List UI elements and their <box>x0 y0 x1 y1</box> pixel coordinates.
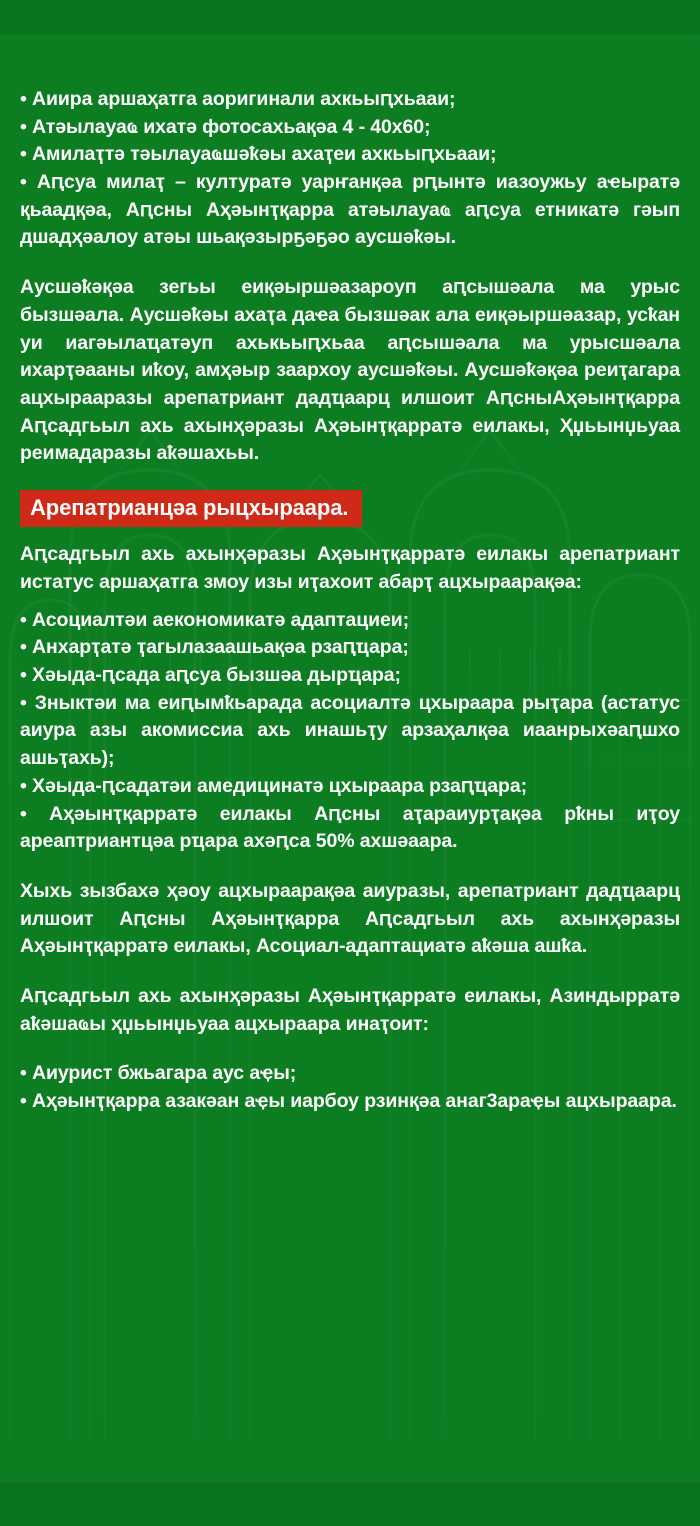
spacer <box>20 597 680 607</box>
spacer <box>20 252 680 274</box>
bullet-item: • Аҳәынҭқарра азакәан аҿы иарбоу рзинқәа анаг3араҿы ацхыраара. <box>20 1090 677 1113</box>
bullet-item: • Аҳәынҭқарратә еилакы Аԥсны аҭараиурҭақәа рҟны иҭоу ареаптриантцәа рҵара ахәԥса 50% ахшәаара. <box>20 802 680 853</box>
bullet-item: • Хәыда-ԥсада аԥсуа бызшәа дырҵара; <box>20 664 401 687</box>
bullet-item: • Асоциалтәи аекономикатә адаптациеи; <box>20 608 410 631</box>
bullet-item: • Зныктәи ма еиԥымҟьарада асоциалтә цхыраара рыҭара (астатус аиура азы акомиссиа ахь инашьҭу арзаҳалқәа иаанрыхәаԥшхо ашьҭахь); <box>20 691 680 770</box>
requirements-bullet-list <box>20 86 680 252</box>
bullet-item: • Аԥсуа милаҭ – културатә уарҥанқәа рԥынтә иазоужьу аҽырaтә қьаадқәа, Аԥсны Аҳәынҭқарра атәылауаҩ аԥсуа етникатә гәып дшадҳәалоу атәы шьақәзырҕәҕәо аусшәҟәы. <box>20 171 680 249</box>
paragraph-support-intro: Аԥсадгьыл ахь ахынҳәразы Аҳәынҭқарратә еилакы арепатриант истатус аршаҳатга змоу изы иҭахоит абарҭ ацхыраарақәа: <box>20 543 680 594</box>
bullet-item: • Аиира аршаҳатга аоригинали ахкьыԥхьааи; <box>20 88 456 110</box>
spacer <box>20 468 680 490</box>
bullet-item: • Амилаҭтә тәылауаҩшәҟәы ахаҭеи ахкьыԥхьааи; <box>20 143 497 166</box>
paragraph-where-to-apply: Хыхь зызбахә ҳәоу ацхыраарақәа аиуразы, арепатриант дадҵаарц илшоит Аԥсны Аҳәынҭқарра Аԥсадгьыл ахь ахынҳәразы Аҳәынҭқарратә еилакы, Асоциал-адаптациатә аҟәша ашҟа. <box>20 879 680 958</box>
section-heading-repatriate-support: Арепатрианцәа рыцхыраара. <box>20 490 362 527</box>
support-bullet-list <box>20 607 680 856</box>
spacer <box>20 961 680 983</box>
legal-bullet-list <box>20 1060 680 1115</box>
bullet-item: • Анхарҭатә ҭагылазаашьақәа рзаԥҵара; <box>20 636 409 659</box>
spacer <box>20 856 680 878</box>
spacer <box>20 1038 680 1060</box>
paragraph-legal-department: Аԥсадгьыл ахь ахынҳәразы Аҳәынҭқарратә еилакы, Азиндырратә аҟәшаҩы ҳџьынџьуаа ацхыраара инаҭоит: <box>20 984 680 1035</box>
bullet-item: • Хәыда-ԥсадатәи амедицинатә цхыраара рзаԥҵара; <box>20 774 527 797</box>
top-band <box>0 0 700 34</box>
document-body <box>20 86 680 1116</box>
bottom-band <box>0 1482 700 1526</box>
paragraph-documents-language: Аусшәҟәқәа зегьы еиқәыршәазароуп аԥсышәала ма урыс бызшәала. Аусшәҟәы ахаҭа даҽа бызшәак ала еиқәыршәазар, усҟан уи иагәылаҵатәуп ахькьыԥхьаа аԥсышәала ма урысшәала ихарҭәааны иҟоу, амҳәыр заархоу аусшәҟәы. Аусшәҟәқәа реиҭагара ацхырааразы арепатриант дадҵаарц илшоит АԥсныАҳәынҭқарра Аԥсадгьыл ахь ахынҳәразы Аҳәынҭқарратә еилакы, Ҳџьынџьуаа реимадаразы аҟәшахьы. <box>20 276 680 465</box>
bullet-item: • Аиурист бжьагара аус аҿы; <box>20 1062 297 1085</box>
bullet-item: • Атәылауаҩ ихатә фотосахьақәа 4 - 40х60; <box>20 115 431 138</box>
